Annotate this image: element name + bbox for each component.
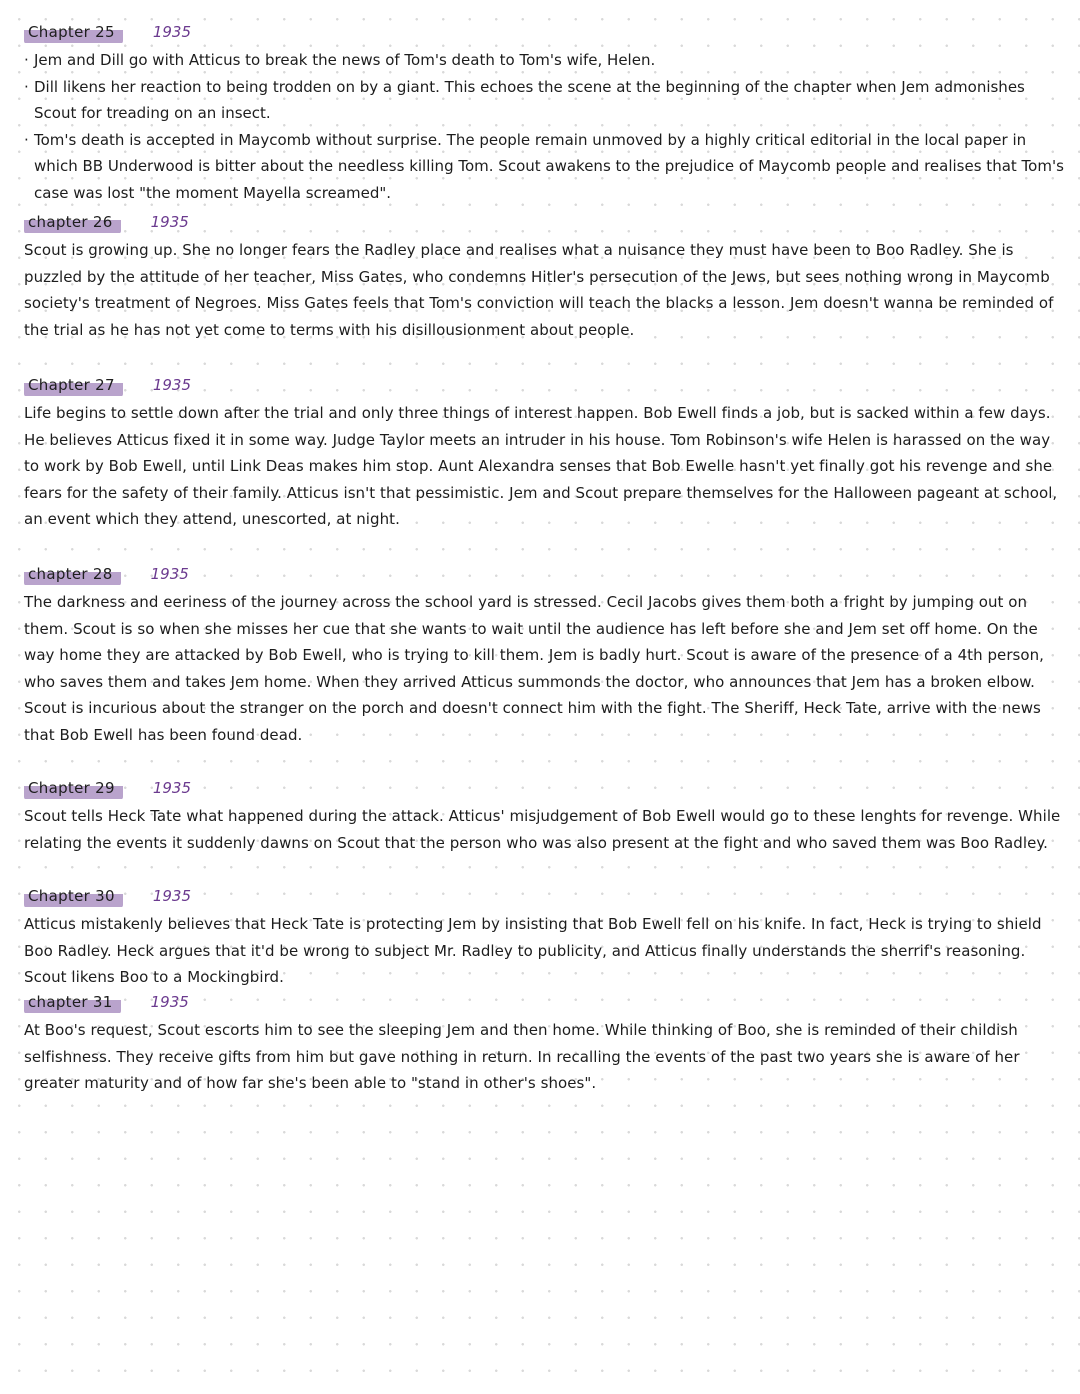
chapter-summary: Scout tells Heck Tate what happened during the attack. Atticus' misjudgement of Bob Ewell would go to these lenghts for revenge. While relating the events it suddenly dawns on Scout that the person who was also present at the fight and who saved them was Boo Radley. (24, 807, 1061, 852)
chapter-30-section (24, 884, 1070, 991)
chapter-header (24, 210, 1070, 237)
chapter-26-section (24, 210, 1070, 343)
chapter-summary: Atticus mistakenly believes that Heck Tate is protecting Jem by insisting that Bob Ewell fell on his knife. In fact, Heck is trying to shield Boo Radley. Heck argues that it'd be wrong to subject Mr. Radley to publicity, and Atticus finally understands the sherrif's reasoning. Scout likens Boo to a Mockingbird. (24, 915, 1042, 987)
bullet-item: · Tom's death is accepted in Maycomb without surprise. The people remain unmoved by a highly critical editorial in the local paper in which BB Underwood is bitter about the needless killing Tom. Scout awakens to the prejudice of Maycomb people and realises that Tom's case was lost "the moment Mayella screamed". (24, 127, 1070, 207)
chapter-label: Chapter 25 (24, 20, 123, 44)
chapter-summary: The darkness and eeriness of the journey across the school yard is stressed. Cecil Jacobs gives them both a fright by jumping out on them. Scout is so when she misses her cue that she wants to wait until the audience has left before she and Jem set off home. On the way home they are attacked by Bob Ewell, who is trying to kill them. Jem is badly hurt. Scout is aware of the presence of a 4th person, who saves them and takes Jem home. When they arrived Atticus summonds the doctor, who announces that Jem has a broken elbow. Scout is incurious about the stranger on the porch and doesn't connect him with the fight. The Sheriff, Heck Tate, arrive with the news that Bob Ewell has been found dead. (24, 593, 1045, 744)
chapter-label: chapter 26 (24, 210, 121, 234)
chapter-year: 1935 (152, 887, 192, 905)
chapter-header (24, 562, 1070, 589)
chapter-label: Chapter 30 (24, 884, 123, 908)
chapter-31-section (24, 990, 1070, 1097)
chapter-27-section (24, 373, 1070, 533)
bullet-item: · Dill likens her reaction to being trodden on by a giant. This echoes the scene at the beginning of the chapter when Jem admonishes Scout for treading on an insect. (24, 74, 1070, 127)
chapter-bullet-list (24, 47, 1070, 207)
chapter-header (24, 20, 1070, 47)
chapter-25-section (24, 20, 1070, 207)
chapter-28-section (24, 562, 1070, 749)
chapter-header (24, 990, 1070, 1017)
chapter-year: 1935 (150, 993, 189, 1011)
chapter-year: 1935 (152, 779, 192, 797)
chapter-label: chapter 28 (24, 562, 121, 586)
chapter-label: Chapter 29 (24, 776, 123, 800)
chapter-year: 1935 (150, 565, 189, 583)
chapter-year: 1935 (152, 376, 192, 394)
chapter-year: 1935 (152, 23, 192, 41)
chapter-header (24, 884, 1070, 911)
chapter-summary: Scout is growing up. She no longer fears the Radley place and realises what a nuisance they must have been to Boo Radley. She is puzzled by the attitude of her teacher, Miss Gates, who condemns Hitler's persecution of the Jews, but sees nothing wrong in Maycomb society's treatment of Negroes. Miss Gates feels that Tom's conviction will teach the blacks a lesson. Jem doesn't wanna be reminded of the trial as he has not yet come to terms with his disillousionment about people. (24, 241, 1054, 339)
chapter-summary: At Boo's request, Scout escorts him to see the sleeping Jem and then home. While thinking of Boo, she is reminded of their childish selfishness. They receive gifts from him but gave nothing in return. In recalling the events of the past two years she is aware of her greater maturity and of how far she's been able to "stand in other's shoes". (24, 1021, 1020, 1093)
chapter-year: 1935 (150, 213, 189, 231)
chapter-label: chapter 31 (24, 990, 121, 1014)
bullet-item: · Jem and Dill go with Atticus to break the news of Tom's death to Tom's wife, Helen. (24, 47, 1070, 74)
chapter-header (24, 776, 1070, 803)
chapter-label: Chapter 27 (24, 373, 123, 397)
chapter-header (24, 373, 1070, 400)
chapter-29-section (24, 776, 1070, 856)
chapter-summary: Life begins to settle down after the trial and only three things of interest happen. Bob Ewell finds a job, but is sacked within a few days. He believes Atticus fixed it in some way. Judge Taylor meets an intruder in his house. Tom Robinson's wife Helen is harassed on the way to work by Bob Ewell, until Link Deas makes him stop. Aunt Alexandra senses that Bob Ewelle hasn't yet finally got his revenge and she fears for the safety of their family. Atticus isn't that pessimistic. Jem and Scout prepare themselves for the Halloween pageant at school, an event which they attend, unescorted, at night. (24, 404, 1058, 529)
